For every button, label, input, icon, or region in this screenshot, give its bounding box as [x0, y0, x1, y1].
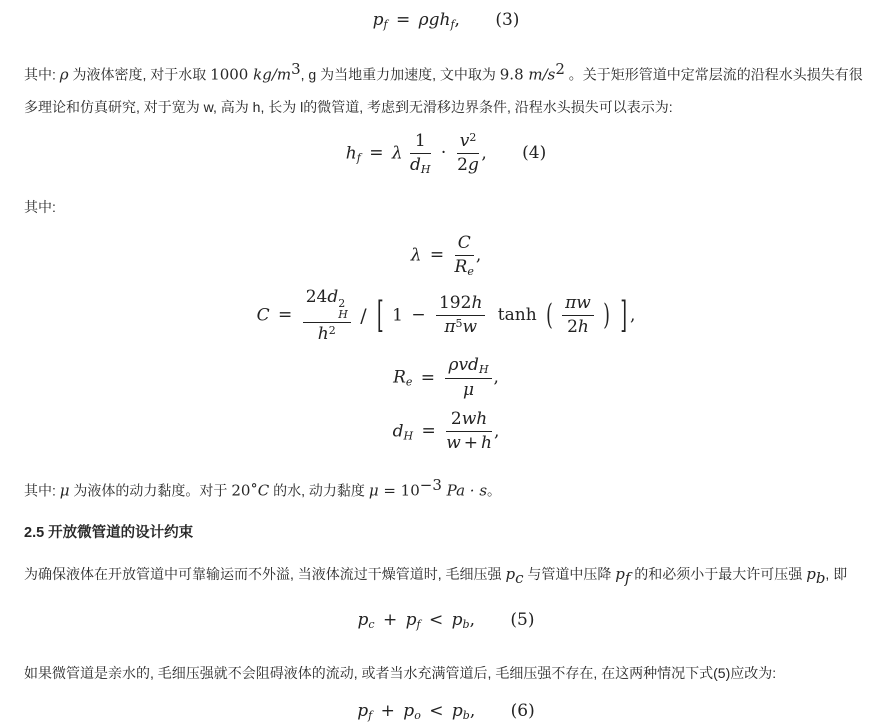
cdot-operator: · [440, 143, 447, 164]
math-token: p [451, 700, 463, 721]
fraction-numerator [303, 287, 351, 323]
math-subscript: o [414, 708, 421, 722]
fraction-denominator [436, 316, 485, 338]
paragraph-viscosity [24, 469, 868, 507]
right-paren: ) [603, 298, 610, 333]
math-token: d [410, 154, 421, 175]
math-subscript: c [368, 617, 375, 631]
equals-sign: = [429, 245, 445, 266]
math-token: ρgh [418, 10, 451, 30]
equation-4 [24, 131, 868, 177]
math-unit: Pa · s [441, 481, 488, 500]
text-run: 与管道中压降 [523, 566, 616, 583]
math-token: 1 [392, 305, 403, 326]
paragraph-among [24, 191, 868, 223]
equals-sign: = [278, 305, 293, 326]
fraction-numerator: C [455, 233, 474, 256]
math-celsius: C [257, 481, 270, 500]
section-heading: 2.5 开放微管道的设计约束 [24, 525, 194, 542]
text-run: 其中: [24, 66, 60, 83]
fraction [562, 293, 594, 339]
fraction [446, 409, 492, 455]
math-token: p [357, 609, 369, 630]
text-run: 如果微管道是亲水的, 毛细压强就不会阻碍液体的流动, 或者当水充满管道后, 毛细压强不存在, 在这两种情况下式(5)应改为: [24, 664, 777, 681]
equation-reynolds [24, 355, 868, 401]
plus-operator: + [380, 700, 395, 721]
equation-number: (3) [495, 10, 520, 30]
equals-sign: = [420, 367, 436, 388]
math-token: h [481, 433, 492, 454]
math-superscript: 3 [291, 60, 301, 78]
fraction-numerator [445, 355, 491, 379]
math-token: h [317, 323, 329, 344]
minus-operator: − [411, 305, 426, 326]
comma: , [481, 143, 487, 164]
comma: , [493, 421, 500, 442]
fraction [410, 131, 430, 177]
fraction [303, 287, 351, 345]
text-run: 。 [487, 482, 502, 499]
fraction [457, 131, 480, 177]
math-value: 1000 [210, 65, 254, 84]
comma: , [629, 305, 636, 326]
equation-3 [24, 0, 868, 31]
equation-number: (4) [522, 143, 547, 164]
math-subscript: f [416, 617, 421, 631]
equation-hydraulic-diameter [24, 409, 868, 455]
math-pc: p [505, 565, 516, 584]
math-token: 2 [567, 317, 578, 338]
paragraph-hydrophilic [24, 657, 868, 689]
math-token: p [372, 10, 384, 30]
equation-6 [24, 701, 868, 722]
math-token: h [471, 293, 483, 314]
math-lambda: λ [391, 143, 403, 164]
comma: , [469, 609, 475, 630]
paragraph-constraint [24, 558, 868, 594]
math-token: w [446, 433, 461, 454]
sup-sub-stack [338, 298, 348, 321]
equals-sign: = [369, 143, 384, 164]
math-subscript: e [405, 375, 413, 389]
math-token: wh [461, 409, 488, 429]
text-run: 为确保液体在开放管道中可靠输运而不外溢, 当液体流过干燥管道时, 毛细压强 [24, 566, 506, 583]
tanh-function: tanh [497, 305, 537, 326]
math-token: 24 [305, 286, 328, 307]
comma: , [493, 367, 499, 388]
plus-operator: + [382, 609, 398, 630]
fraction [455, 233, 474, 279]
math-token: p [357, 700, 369, 721]
math-subscript: f [450, 18, 455, 31]
text-run: 的和必须小于最大许可压强 [630, 566, 807, 583]
math-pb: p [806, 565, 816, 584]
math-token: ρvd [448, 355, 479, 375]
fraction-denominator: μ [462, 379, 475, 400]
math-subscript: f [368, 708, 373, 722]
math-superscript: 5 [455, 317, 463, 331]
math-superscript: 2 [338, 296, 346, 310]
text-run: 其中: [24, 198, 56, 215]
equals-sign: = [421, 421, 436, 442]
text-run: 。关于矩形管道中定常层流的沿程水头损失有很多理论和仿真研究, 对于宽为 w, 高为 h, 长为 l的微管道, 考虑到无滑移边界条件, 沿程水头损失可以表示为: [24, 66, 863, 115]
math-unit: m/s [528, 65, 556, 84]
equation-5 [24, 610, 868, 631]
equation-number: (6) [510, 700, 535, 721]
math-superscript: −3 [419, 475, 442, 494]
math-token: R [393, 367, 406, 388]
comma: , [469, 700, 476, 721]
math-superscript: 2 [555, 60, 565, 78]
text-run: , 即 [825, 566, 848, 583]
math-mu: μ [368, 481, 379, 500]
math-rho: ρ [59, 65, 69, 84]
paragraph-density [24, 53, 868, 123]
fraction-numerator [436, 293, 485, 316]
math-token: h [577, 317, 589, 338]
text-run: , g 为当地重力加速度, 文中取为 [300, 66, 500, 83]
right-bracket: ] [620, 294, 627, 338]
math-token: h [345, 143, 357, 164]
math-token: p [403, 700, 415, 721]
math-unit: kg/m [253, 65, 292, 84]
math-token: R [454, 256, 468, 277]
equals-sign: = [395, 10, 411, 30]
comma: , [454, 10, 460, 30]
math-subscript: c [515, 568, 524, 587]
plus-operator: + [463, 433, 478, 454]
fraction-denominator [446, 432, 492, 454]
math-subscript: f [624, 568, 631, 587]
left-paren: ( [546, 298, 553, 333]
math-subscript: f [383, 18, 388, 31]
degree-symbol: ∘ [250, 475, 258, 494]
text-run: 的水, 动力黏度 [269, 482, 369, 499]
math-mu: μ [59, 481, 70, 500]
math-value: 9.8 [499, 65, 529, 84]
math-token: 192 [438, 293, 472, 314]
math-pi: π [444, 317, 456, 338]
math-subscript: b [462, 617, 470, 631]
math-token: C [256, 305, 270, 326]
math-token: 2 [450, 409, 462, 429]
math-subscript: e [467, 264, 474, 278]
math-token: v [459, 130, 470, 151]
fraction-denominator [455, 256, 474, 279]
math-subscript: H [478, 363, 489, 376]
math-token: p [405, 609, 417, 630]
fraction [445, 355, 491, 401]
fraction-numerator: πw [562, 293, 594, 316]
equation-c [24, 287, 868, 345]
math-token: d [392, 421, 404, 442]
fraction-numerator: 1 [410, 131, 430, 154]
math-superscript: 2 [328, 323, 336, 337]
equation-lambda [24, 233, 868, 279]
math-superscript: 2 [469, 130, 477, 144]
math-lambda: λ [410, 245, 422, 266]
fraction-denominator [410, 154, 430, 177]
math-value: 20 [231, 481, 251, 500]
fraction [436, 293, 485, 339]
math-token: 2 [457, 155, 468, 176]
fraction-denominator [457, 154, 480, 176]
math-subscript: b [815, 568, 826, 587]
less-than-sign: < [429, 700, 444, 721]
math-subscript: H [420, 162, 431, 176]
math-token: g [468, 155, 479, 176]
text-run: 为液体的动力黏度。对于 [69, 482, 232, 499]
math-subscript: b [462, 708, 470, 722]
math-token: w [462, 317, 478, 338]
text-run: 其中: [24, 482, 60, 499]
equation-number: (5) [510, 609, 535, 630]
math-token: p [451, 609, 463, 630]
math-token: d [327, 286, 339, 307]
less-than-sign: < [429, 609, 444, 630]
math-subscript: H [403, 429, 414, 443]
equals-sign: = [378, 481, 401, 500]
divide-slash: / [360, 304, 367, 327]
text-run: 为液体密度, 对于水取 [68, 66, 211, 83]
comma: , [475, 245, 482, 266]
fraction-numerator [446, 409, 492, 432]
fraction-numerator [457, 131, 480, 154]
math-subscript: H [338, 308, 348, 322]
math-subscript: f [356, 151, 361, 165]
left-bracket: [ [377, 294, 384, 338]
math-value: 10 [400, 481, 420, 500]
fraction-denominator [562, 316, 594, 338]
math-pf: p [615, 565, 625, 584]
fraction-denominator [303, 323, 351, 345]
